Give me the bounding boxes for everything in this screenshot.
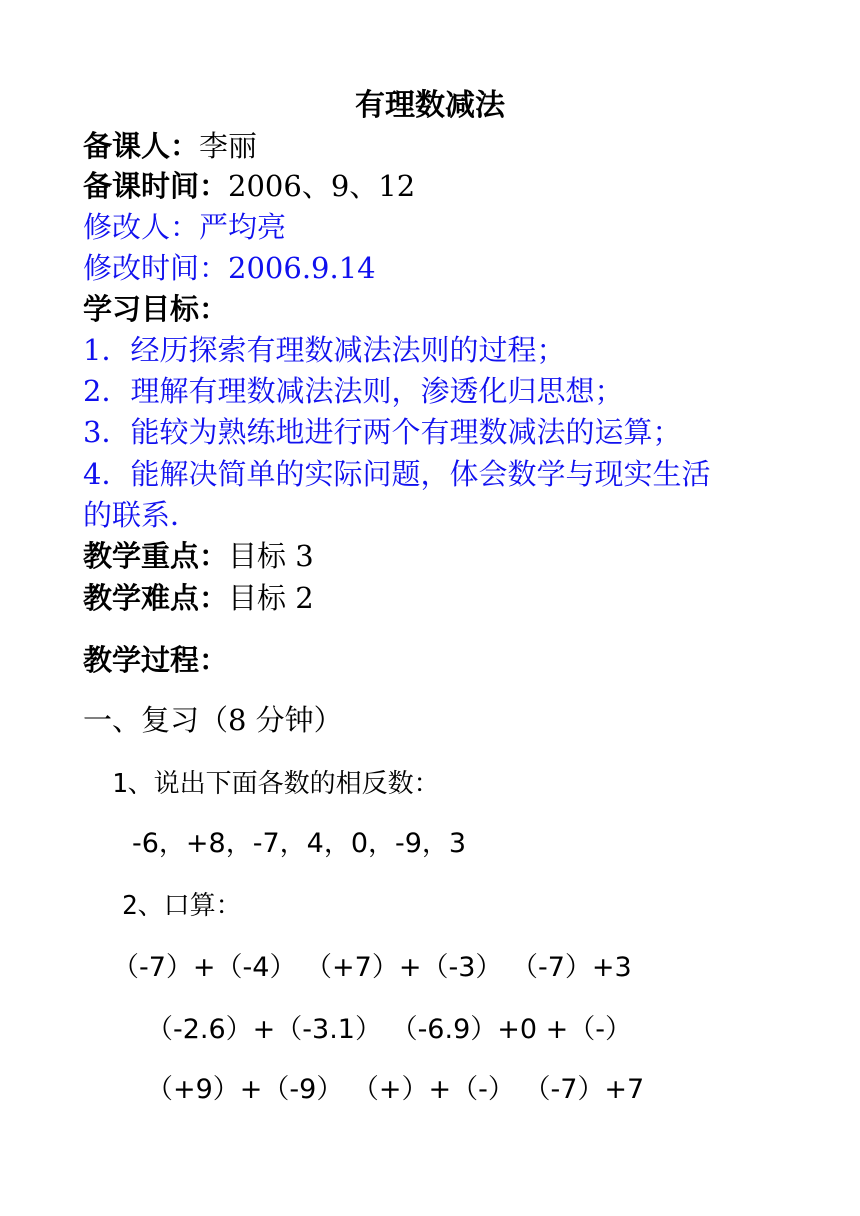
revise-time-label: 修改时间： <box>83 251 229 285</box>
revise-time-line <box>83 248 376 288</box>
objectives-heading: 学习目标： <box>83 292 229 326</box>
reviser-line <box>83 207 286 247</box>
calc-row-2: （-2.6）+（-3.1） （-6.9）+0 +（-） <box>146 1014 632 1045</box>
objective-item-3: 3．能较为熟练地进行两个有理数减法的运算； <box>83 415 682 449</box>
calc-row-1: （-7）+（-4） （+7）+（-3） （-7）+3 <box>112 952 632 983</box>
key-point-value: 目标 3 <box>228 539 314 573</box>
process-heading: 教学过程： <box>83 643 229 677</box>
difficult-point-label: 教学难点： <box>83 581 229 615</box>
calc-row-3: （+9）+（-9） （+）+（-） （-7）+7 <box>146 1074 645 1105</box>
section-review-heading: 一、复习（8 分钟） <box>83 703 343 737</box>
opposite-numbers-list: -6，+8，-7，4，0，-9，3 <box>132 828 467 859</box>
revise-time-value: 2006.9.14 <box>228 251 376 285</box>
reviser-value: 严均亮 <box>199 210 287 244</box>
prep-time-value: 2006、9、12 <box>228 169 416 203</box>
reviser-label: 修改人： <box>83 210 200 244</box>
difficult-point-line <box>83 578 314 618</box>
objective-item-2: 2．理解有理数减法法则，渗透化归思想； <box>83 374 624 408</box>
objective-item-4: 4．能解决简单的实际问题，体会数学与现实生活 <box>83 457 711 491</box>
key-point-line <box>83 536 314 576</box>
document-title: 有理数减法 <box>355 88 505 123</box>
prep-time-label: 备课时间： <box>83 169 229 203</box>
question-1: 1、说出下面各数的相反数： <box>112 769 440 799</box>
question-2: 2、口算： <box>122 891 242 921</box>
difficult-point-value: 目标 2 <box>228 581 314 615</box>
preparer-line <box>83 126 257 166</box>
preparer-value: 李丽 <box>199 129 258 163</box>
objective-item-1: 1．经历探索有理数减法法则的过程； <box>83 333 566 367</box>
objective-item-4-cont: 的联系． <box>83 498 200 532</box>
preparer-label: 备课人： <box>83 129 200 163</box>
key-point-label: 教学重点： <box>83 539 229 573</box>
prep-time-line <box>83 166 415 206</box>
